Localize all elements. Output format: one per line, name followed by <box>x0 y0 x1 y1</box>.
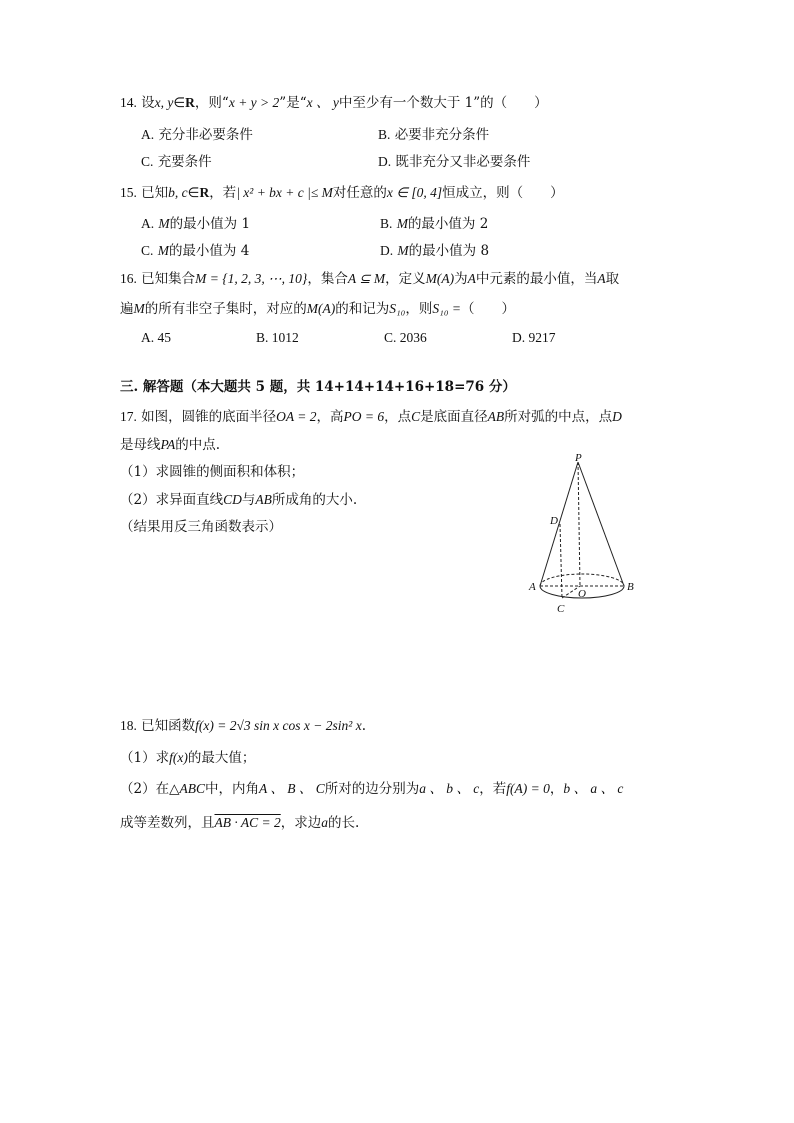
option-text: 的最小值为 4 <box>168 243 250 259</box>
q15-option-c[interactable] <box>141 242 249 260</box>
q14-option-c[interactable] <box>141 153 212 171</box>
section-heading: 三. 解答题（本大题共 5 题，共 14+14+14+16+18=76 分） <box>120 379 516 395</box>
q18-text: ，若 <box>479 781 507 797</box>
q14-stem <box>120 94 548 112</box>
q17-ab: AB <box>487 409 505 424</box>
q15-text: ，若 <box>209 185 237 201</box>
q15-option-d[interactable] <box>380 242 489 260</box>
q16-option-d[interactable] <box>512 329 556 347</box>
q15-inequality: | x² + bx + c |≤ M <box>236 185 333 200</box>
option-text: 充分非必要条件 <box>158 127 253 143</box>
q17-pa: PA <box>160 437 176 452</box>
q16-text: 已知集合 <box>141 271 196 287</box>
q18-text: ， <box>549 781 564 797</box>
label-p: P <box>575 452 582 464</box>
q18-text: 成等差数列，且 <box>120 815 215 831</box>
q16-stem-line2 <box>120 300 515 318</box>
q16-text: 遍 <box>120 301 134 317</box>
q16-option-a[interactable] <box>141 329 171 347</box>
q16-text: 的和记为 <box>335 301 390 317</box>
q14-option-a[interactable] <box>141 126 253 144</box>
q16-a: A <box>597 271 606 286</box>
option-label: D. <box>380 243 394 258</box>
q18-text: （1）求 <box>120 750 170 766</box>
q18-part2-line1 <box>120 780 623 798</box>
label-b: B <box>627 581 634 593</box>
q15-set-r: R <box>199 185 210 200</box>
q16-text: 的所有非空子集时，对应的 <box>144 301 307 317</box>
q14-option-d[interactable] <box>378 153 530 171</box>
q14-set-r: R <box>185 95 195 110</box>
option-label: D. <box>512 330 526 345</box>
q15-number: 15. <box>120 185 137 200</box>
option-label: A. <box>141 216 155 231</box>
q14-in-symbol: ∈ <box>173 95 186 110</box>
q18-function: f(x) = 2√3 sin x cos x − 2sin² x <box>195 718 362 733</box>
q16-s10-eq: S₁₀ = <box>432 301 461 316</box>
q17-text: 所成角的大小. <box>271 492 358 508</box>
q14-text: ，则“ <box>194 95 229 111</box>
q17-part1: （1）求圆锥的侧面积和体积； <box>120 464 305 480</box>
option-label: A. <box>141 330 155 345</box>
q18-fa: f(A) = 0 <box>506 781 550 796</box>
q15-text: 恒成立，则（ ） <box>442 185 564 201</box>
q16-text: ，集合 <box>307 271 348 287</box>
option-text: 充要条件 <box>157 154 212 170</box>
q16-text: ，则 <box>405 301 433 317</box>
q18-text: 中，内角 <box>204 781 259 797</box>
option-text: 的最小值为 1 <box>169 216 251 232</box>
q17-note: （结果用反三角函数表示） <box>120 519 282 535</box>
option-var: M <box>396 216 408 231</box>
q17-text: 与 <box>241 492 256 508</box>
q17-text: 的中点. <box>175 437 221 453</box>
option-text: 9217 <box>528 330 556 345</box>
q14-condition: x + y > 2 <box>228 95 280 110</box>
q17-text: （2）求异面直线 <box>120 492 224 508</box>
q15-option-b[interactable] <box>380 215 488 233</box>
q16-m: M <box>133 301 145 316</box>
q16-ma: M(A) <box>425 271 455 286</box>
option-label: D. <box>378 154 392 169</box>
q17-po: PO = 6 <box>343 409 385 424</box>
option-label: A. <box>141 127 155 142</box>
cone-height-po <box>578 462 580 586</box>
option-text: 2036 <box>399 330 427 345</box>
q15-text: 对任意的 <box>332 185 387 201</box>
q17-text: ，高 <box>316 409 344 425</box>
q17-text: 是底面直径 <box>420 409 488 425</box>
q14-number: 14. <box>120 95 137 110</box>
q17-text: ，点 <box>384 409 412 425</box>
q17-text: 如图，圆锥的底面半径 <box>141 409 277 425</box>
q15-text: 已知 <box>141 185 169 201</box>
q17-text: 是母线 <box>120 437 161 453</box>
option-var: M <box>157 243 169 258</box>
option-label: C. <box>384 330 397 345</box>
option-var: M <box>397 243 409 258</box>
q17-part2 <box>120 491 357 509</box>
q15-in-symbol: ∈ <box>187 185 200 200</box>
option-var: M <box>158 216 170 231</box>
q17-oa: OA = 2 <box>276 409 317 424</box>
q17-text: 所对弧的中点，点 <box>504 409 613 425</box>
cone-edge-pb <box>578 462 624 586</box>
q17-cd: CD <box>223 492 242 507</box>
q18-text: 的最大值； <box>187 750 256 766</box>
label-o: O <box>578 588 586 600</box>
q16-text: 中元素的最小值，当 <box>475 271 598 287</box>
q14-xy: x 、 y <box>306 95 339 110</box>
q15-option-a[interactable] <box>141 215 250 233</box>
q16-subset: A ⊆ M <box>347 271 386 286</box>
option-label: B. <box>378 127 391 142</box>
q17-d: D <box>612 409 622 424</box>
q18-text: 的长. <box>327 815 360 831</box>
q18-text: 所对的边分别为 <box>324 781 420 797</box>
option-text: 既非充分又非必要条件 <box>395 154 531 170</box>
q18-number: 18. <box>120 718 137 733</box>
label-d: D <box>550 515 558 527</box>
q18-text: 已知函数 <box>141 718 196 734</box>
option-label: C. <box>141 154 154 169</box>
cone-figure <box>520 452 650 622</box>
q16-text: （ ） <box>461 301 515 317</box>
q18-text: （2）在△ <box>120 781 180 797</box>
option-label: B. <box>256 330 269 345</box>
q14-text: 中至少有一个数大于 1”的（ ） <box>338 95 548 111</box>
q16-a: A <box>467 271 476 286</box>
q17-stem-line1 <box>120 408 622 426</box>
segment-dc <box>560 524 562 598</box>
q14-vars: x, y <box>154 95 174 110</box>
label-a: A <box>529 581 536 593</box>
q18-sides: a 、 b 、 c <box>419 781 480 796</box>
q18-abc: ABC <box>179 781 205 796</box>
option-text: 必要非充分条件 <box>394 127 490 143</box>
q18-stem <box>120 717 366 735</box>
q18-dot-product: AB · AC = 2 <box>214 815 281 830</box>
q18-part2-line2 <box>120 814 359 832</box>
q16-option-c[interactable] <box>384 329 427 347</box>
q16-set-m: M = {1, 2, 3, ⋯, 10} <box>195 271 308 286</box>
q14-text: 设 <box>141 95 155 111</box>
q17-c: C <box>411 409 421 424</box>
q16-text: 取 <box>605 271 620 287</box>
q18-text: ，求边 <box>280 815 322 831</box>
q16-s10: S₁₀ <box>389 301 406 316</box>
q16-number: 16. <box>120 271 137 286</box>
q15-domain: x ∈ [0, 4] <box>386 185 443 200</box>
q18-text: . <box>361 718 366 734</box>
q15-vars: b, c <box>168 185 188 200</box>
option-text: 1012 <box>271 330 299 345</box>
cone-base-back <box>540 574 624 586</box>
q18-a: a <box>321 815 328 830</box>
q18-angles: A 、 B 、 C <box>258 781 325 796</box>
q18-bac: b 、 a 、 c <box>563 781 624 796</box>
q16-option-b[interactable] <box>256 329 299 347</box>
q17-stem-line2 <box>120 436 220 454</box>
q14-option-b[interactable] <box>378 126 489 144</box>
q18-part1 <box>120 749 255 767</box>
option-text: 45 <box>157 330 171 345</box>
q16-text: 为 <box>454 271 468 287</box>
q17-ab: AB <box>255 492 272 507</box>
q16-text: ，定义 <box>385 271 426 287</box>
option-text: 的最小值为 2 <box>407 216 489 232</box>
q16-stem-line1 <box>120 270 619 288</box>
label-c: C <box>557 603 565 615</box>
cone-edge-pa <box>540 462 578 586</box>
q18-fx: f(x) <box>169 750 188 765</box>
option-label: C. <box>141 243 154 258</box>
q17-number: 17. <box>120 409 137 424</box>
q15-stem <box>120 184 564 202</box>
q16-ma: M(A) <box>306 301 336 316</box>
option-label: B. <box>380 216 393 231</box>
q14-text: ”是“ <box>279 95 307 111</box>
option-text: 的最小值为 8 <box>408 243 490 259</box>
